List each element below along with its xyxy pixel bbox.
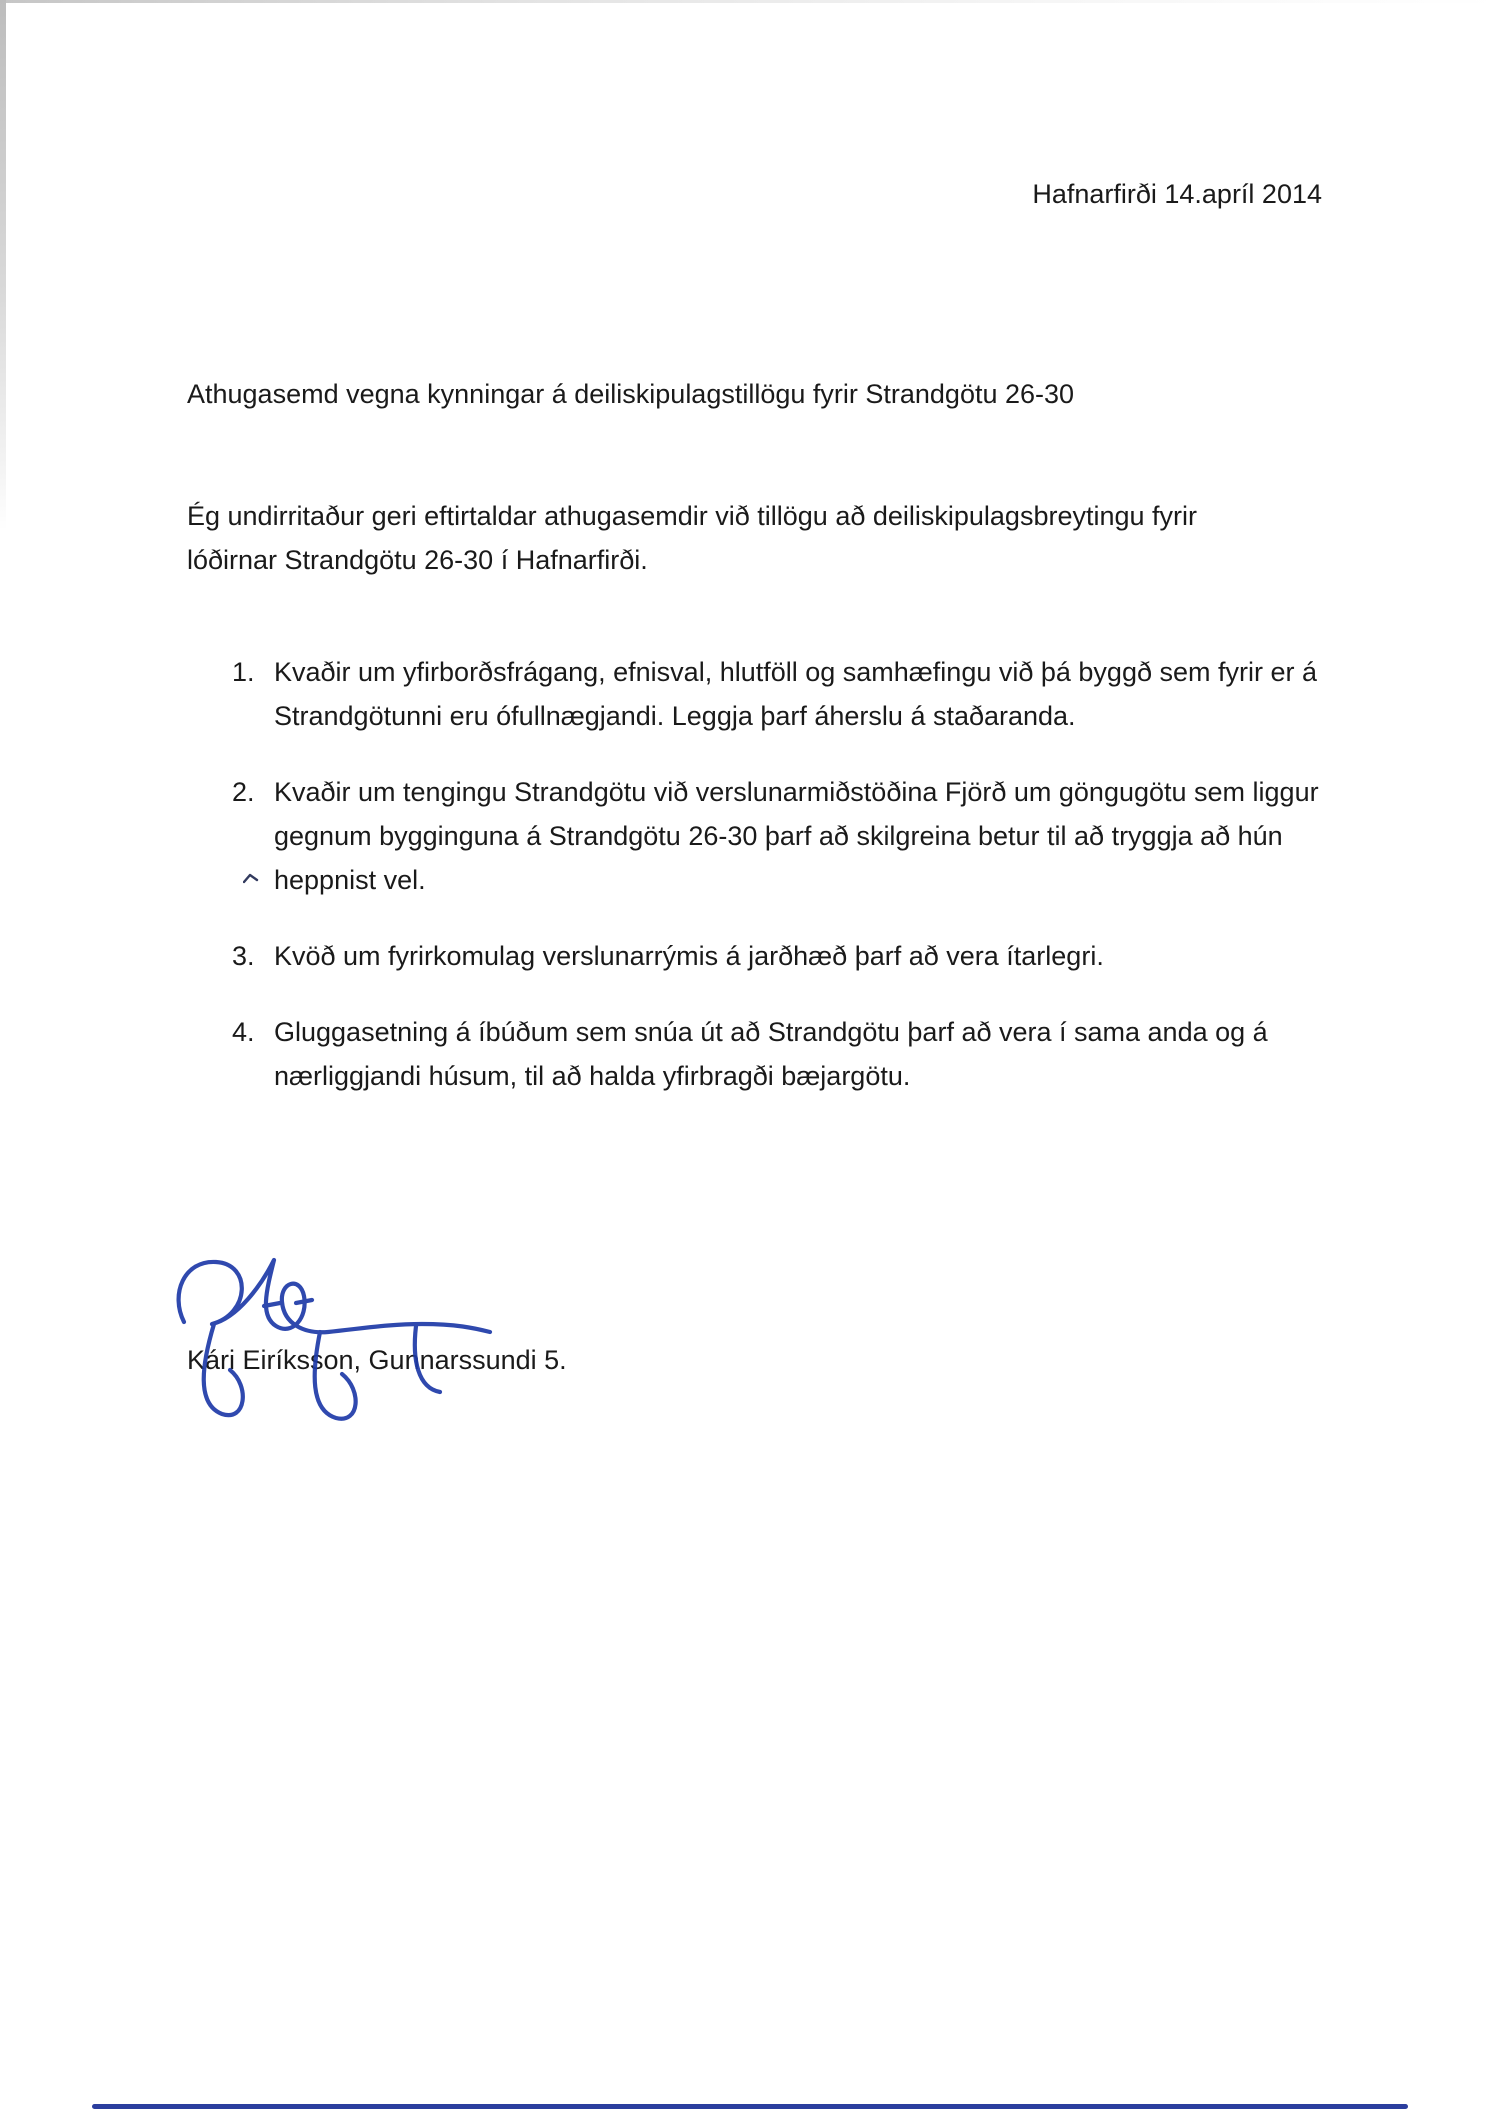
- item-number: 2.: [232, 777, 255, 807]
- pen-mark-icon: [243, 872, 259, 886]
- scanner-artifact-line: [92, 2104, 1408, 2109]
- item-number: 1.: [232, 657, 255, 687]
- scan-edge-top: [0, 0, 1500, 3]
- item-text: Kvöð um fyrirkomulag verslunarrýmis á jarðhæð þarf að vera ítarlegri.: [274, 941, 1104, 971]
- date-line: Hafnarfirði 14.apríl 2014: [1032, 179, 1322, 209]
- scan-edge-left: [0, 0, 6, 530]
- item-text: Kvaðir um yfirborðsfrágang, efnisval, hlutföll og samhæfingu við þá byggð sem fyrir er á Strandgötunni eru ófullnægjandi. Leggja þarf áherslu á staðaranda.: [274, 657, 1317, 731]
- intro-paragraph: Ég undirritaður geri eftirtaldar athugasemdir við tillögu að deiliskipulagsbreytingu fyrir lóðirnar Strandgötu 26-30 í Hafnarfirði.: [187, 501, 1198, 575]
- list-item: [232, 650, 1342, 738]
- item-text: Gluggasetning á íbúðum sem snúa út að Strandgötu þarf að vera í sama anda og á nærliggjandi húsum, til að halda yfirbragði bæjargötu.: [274, 1017, 1268, 1091]
- item-text: Kvaðir um tengingu Strandgötu við verslunarmiðstöðina Fjörð um göngugötu sem liggur gegnum bygginguna á Strandgötu 26-30 þarf að skilgreina betur til að tryggja að hún heppnist vel.: [274, 777, 1319, 895]
- list-item: [232, 934, 1342, 978]
- item-number: 4.: [232, 1017, 255, 1047]
- item-number: 3.: [232, 941, 255, 971]
- numbered-list: [232, 650, 1342, 1130]
- subject-line: Athugasemd vegna kynningar á deiliskipulagstillögu fyrir Strandgötu 26-30: [187, 379, 1075, 409]
- signer-name: Kári Eiríksson, Gunnarssundi 5.: [187, 1345, 567, 1375]
- list-item: [232, 770, 1342, 902]
- list-item: [232, 1010, 1342, 1098]
